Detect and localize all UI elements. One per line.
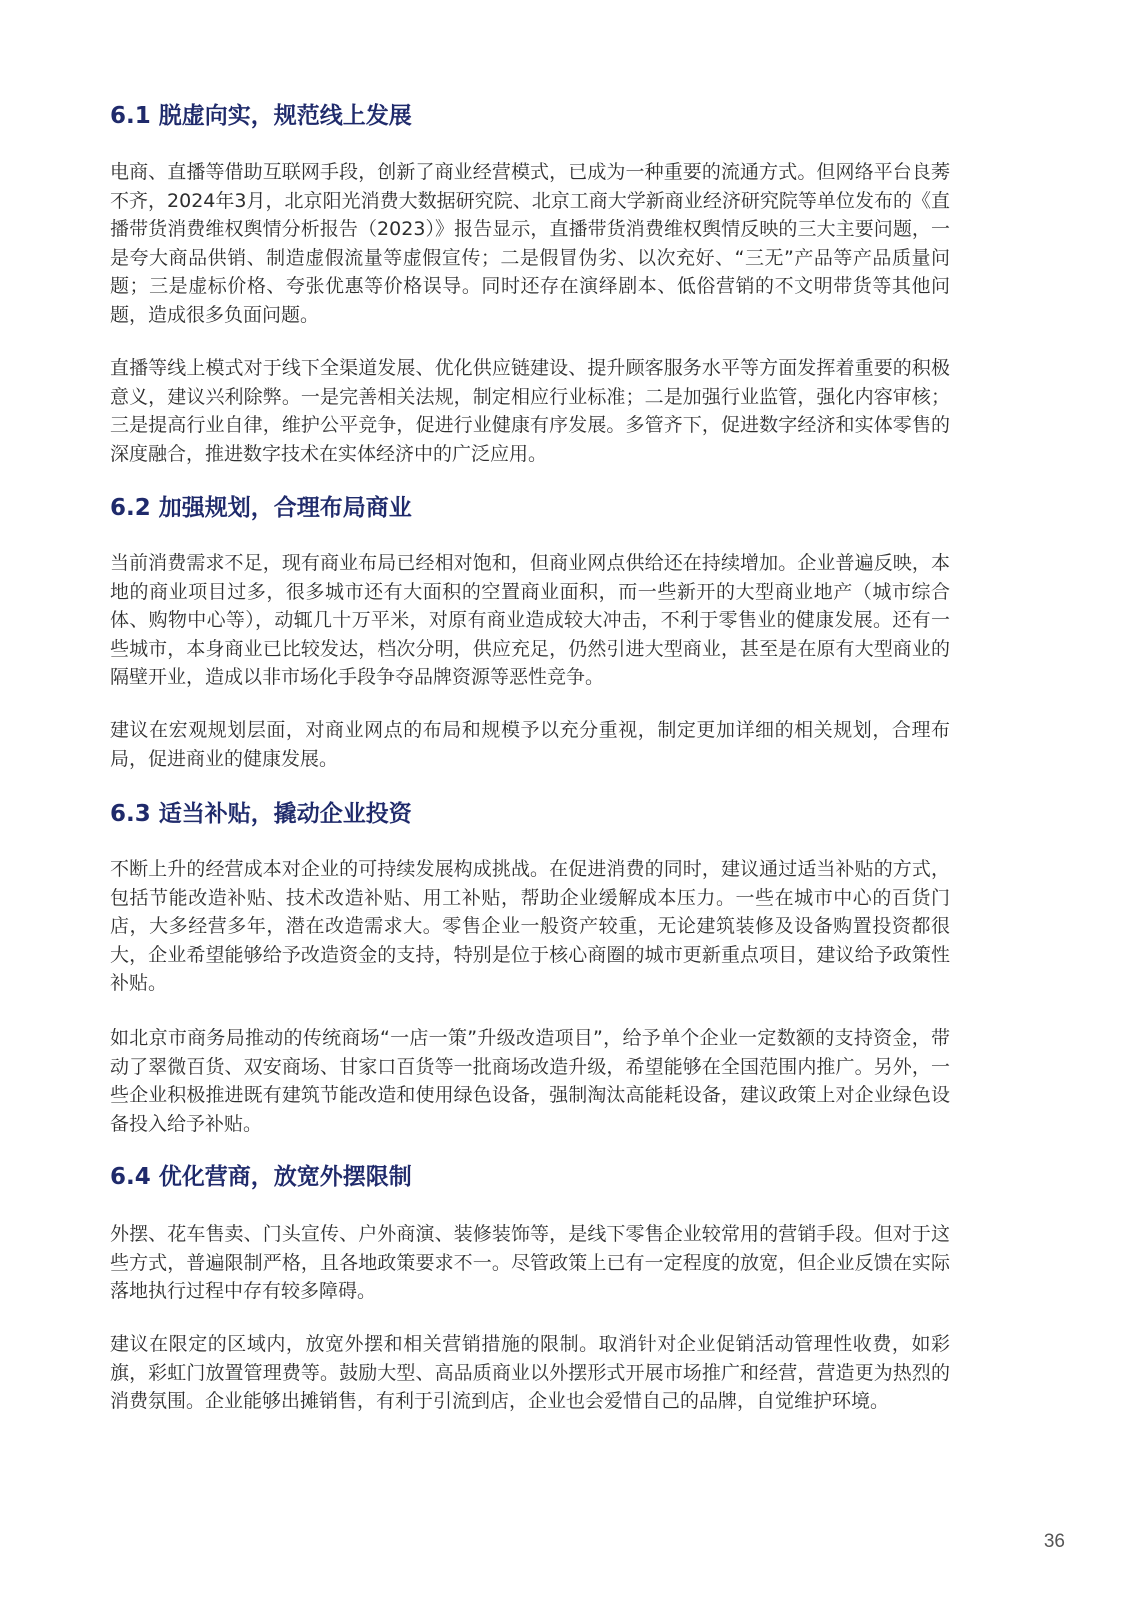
section-heading-6-2: 6.2 加强规划，合理布局商业 [110,495,412,521]
section-heading-6-1: 6.1 脱虚向实，规范线上发展 [110,103,412,129]
section-heading-6-3: 6.3 适当补贴，撬动企业投资 [110,801,412,827]
section-heading-6-4: 6.4 优化营商，放宽外摆限制 [110,1164,412,1190]
section-6-2-paragraph-2: 建议在宏观规划层面，对商业网点的布局和规模予以充分重视，制定更加详细的相关规划，合理布局，促进商业的健康发展。 [110,719,950,770]
section-6-4-paragraph-1: 外摆、花车售卖、门头宣传、户外商演、装修装饰等，是线下零售企业较常用的营销手段。但对于这些方式，普遍限制严格，且各地政策要求不一。尽管政策上已有一定程度的放宽，但企业反馈在实际落地执行过程中存有较多障碍。 [110,1223,950,1302]
page-number: 36 [1043,1531,1065,1552]
section-6-1-paragraph-1: 电商、直播等借助互联网手段，创新了商业经营模式，已成为一种重要的流通方式。但网络平台良莠不齐，2024年3月，北京阳光消费大数据研究院、北京工商大学新商业经济研究院等单位发布的《直播带货消费维权舆情分析报告（2023）》报告显示，直播带货消费维权舆情反映的三大主要问题，一是夸大商品供销、制造虚假流量等虚假宣传；二是假冒伪劣、以次充好、“三无”产品等产品质量问题；三是虚标价格、夸张优惠等价格误导。同时还存在演绎剧本、低俗营销的不文明带货等其他问题，造成很多负面问题。 [110,161,950,326]
section-6-1-paragraph-2: 直播等线上模式对于线下全渠道发展、优化供应链建设、提升顾客服务水平等方面发挥着重要的积极意义，建议兴利除弊。一是完善相关法规，制定相应行业标准；二是加强行业监管，强化内容审核；三是提高行业自律，维护公平竞争，促进行业健康有序发展。多管齐下，促进数字经济和实体零售的深度融合，推进数字技术在实体经济中的广泛应用。 [110,357,950,465]
section-6-2-paragraph-1: 当前消费需求不足，现有商业布局已经相对饱和，但商业网点供给还在持续增加。企业普遍反映，本地的商业项目过多，很多城市还有大面积的空置商业面积，而一些新开的大型商业地产（城市综合体、购物中心等），动辄几十万平米，对原有商业造成较大冲击，不利于零售业的健康发展。还有一些城市，本身商业已比较发达，档次分明，供应充足，仍然引进大型商业，甚至是在原有大型商业的隔壁开业，造成以非市场化手段争夺品牌资源等恶性竞争。 [110,552,950,688]
section-6-3-paragraph-1: 不断上升的经营成本对企业的可持续发展构成挑战。在促进消费的同时，建议通过适当补贴的方式，包括节能改造补贴、技术改造补贴、用工补贴，帮助企业缓解成本压力。一些在城市中心的百货门店，大多经营多年，潜在改造需求大。零售企业一般资产较重，无论建筑装修及设备购置投资都很大，企业希望能够给予改造资金的支持，特别是位于核心商圈的城市更新重点项目，建议给予政策性补贴。 [110,858,950,994]
section-6-4-paragraph-2: 建议在限定的区域内，放宽外摆和相关营销措施的限制。取消针对企业促销活动管理性收费，如彩旗，彩虹门放置管理费等。鼓励大型、高品质商业以外摆形式开展市场推广和经营，营造更为热烈的消费氛围。企业能够出摊销售，有利于引流到店，企业也会爱惜自己的品牌，自觉维护环境。 [110,1333,950,1412]
section-6-3-paragraph-2: 如北京市商务局推动的传统商场“一店一策”升级改造项目”，给予单个企业一定数额的支持资金，带动了翠微百货、双安商场、甘家口百货等一批商场改造升级，希望能够在全国范围内推广。另外，一些企业积极推进既有建筑节能改造和使用绿色设备，强制淘汰高能耗设备，建议政策上对企业绿色设备投入给予补贴。 [110,1027,950,1135]
